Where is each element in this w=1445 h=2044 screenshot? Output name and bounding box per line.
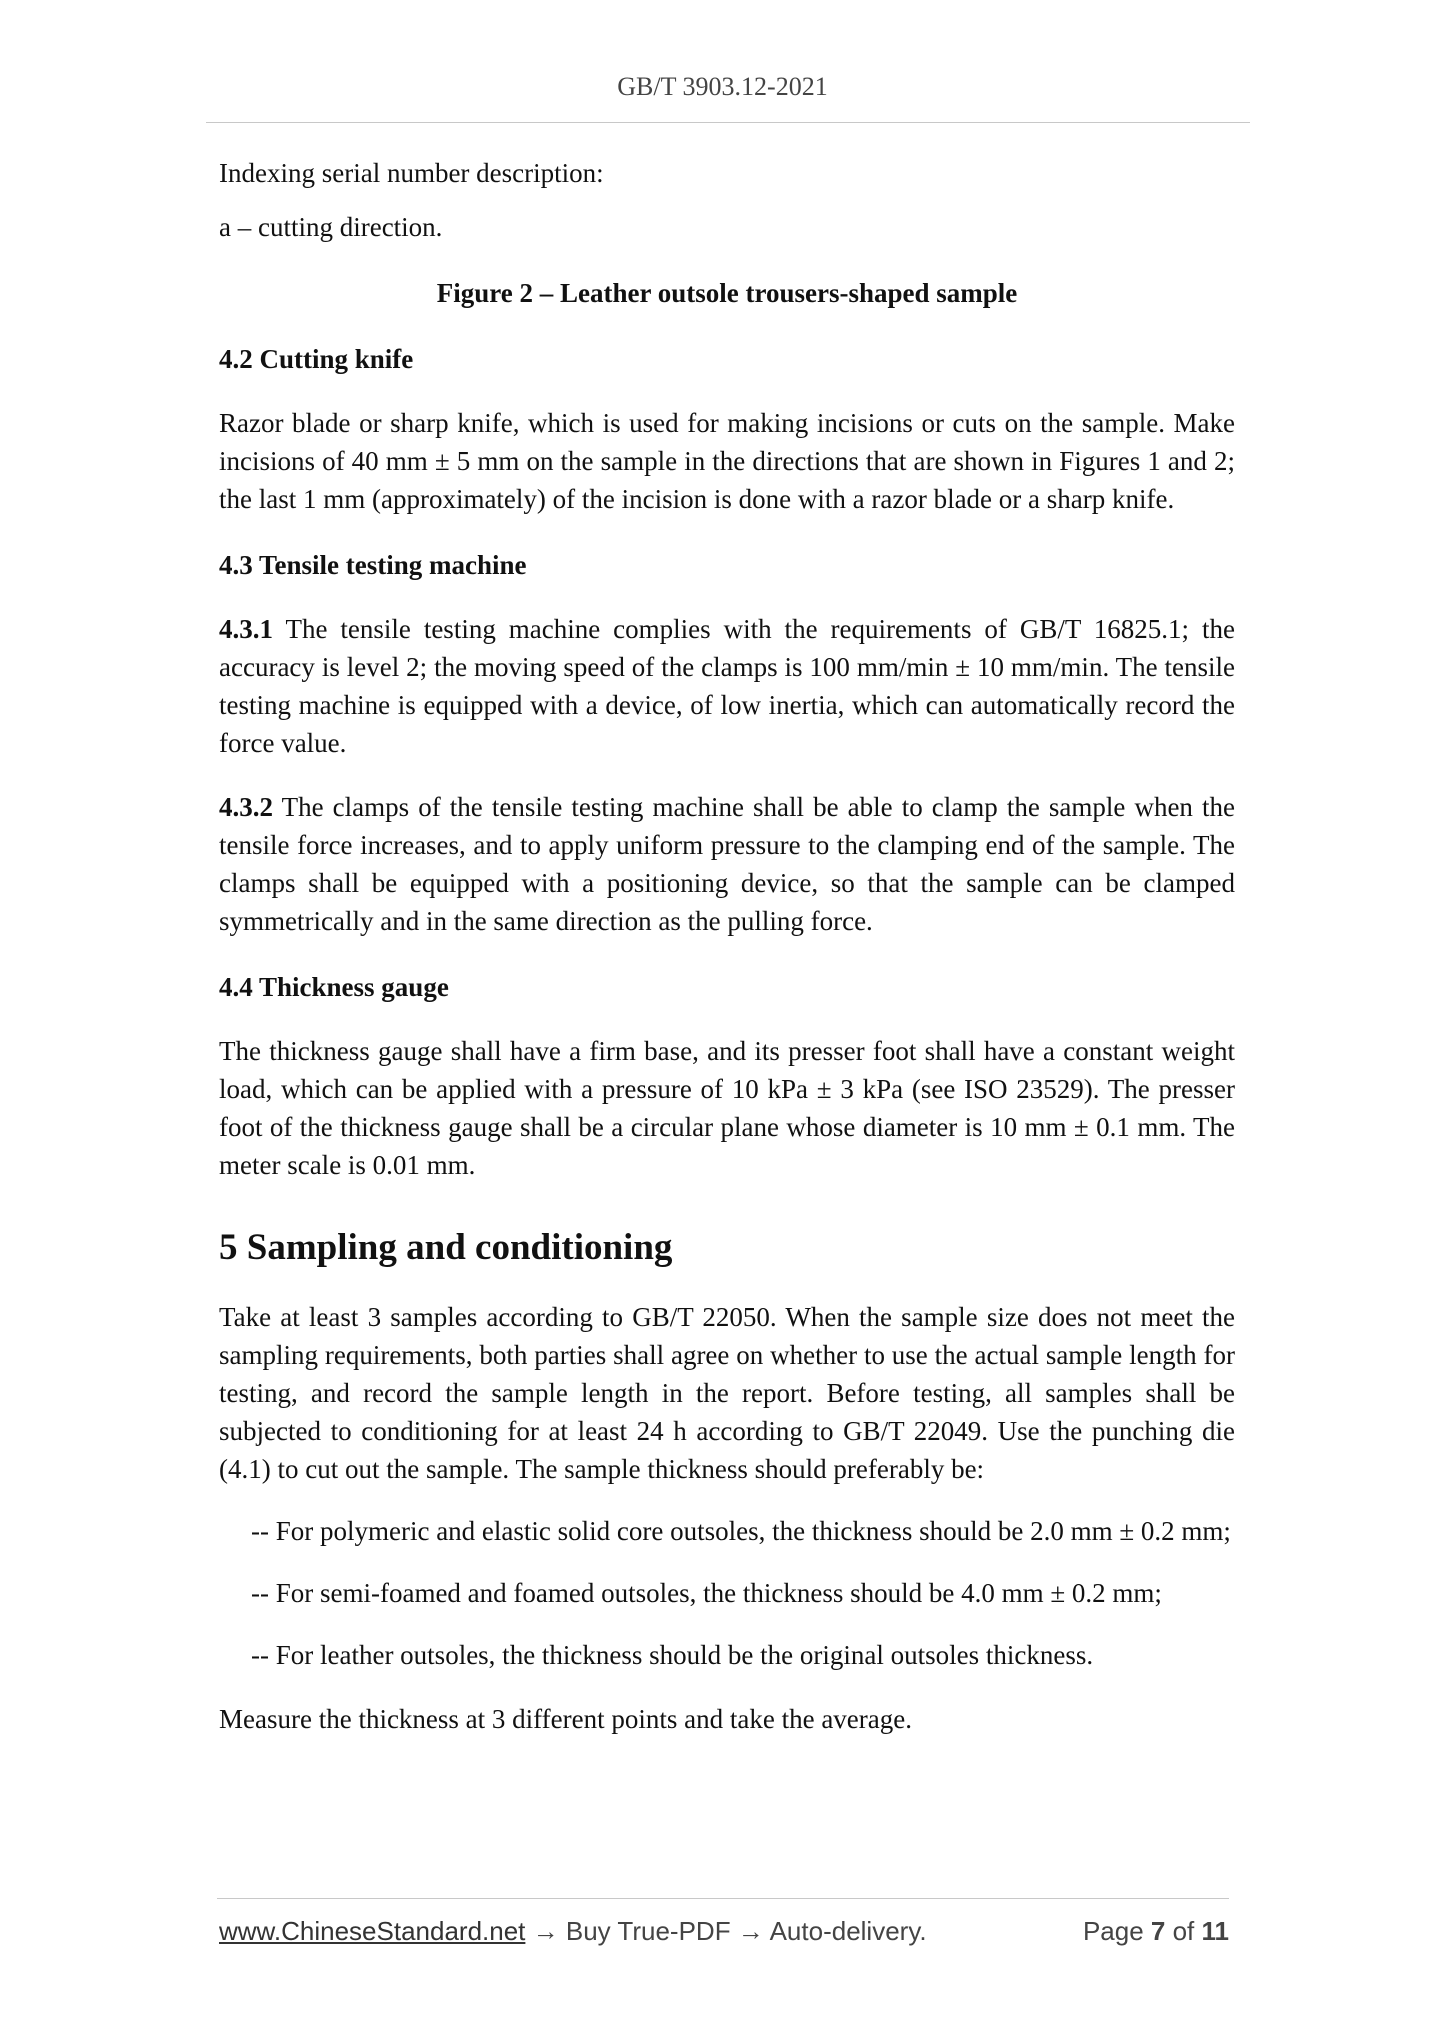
heading-5: 5 Sampling and conditioning xyxy=(219,1227,673,1268)
heading-4-2: 4.2 Cutting knife xyxy=(219,344,414,374)
page-total: 11 xyxy=(1201,1916,1229,1946)
paragraph-5: Take at least 3 samples according to GB/T 22050. When the sample size does not meet the sampling requirements, both parties shall agree on whether to use the actual sample length for testing, and record the sample length in the report. Before testing, all samples shall be subjected to conditioning for at least 24 h according to GB/T 22049. Use the punching die (4.1) to cut out the sample. The sample thickness should preferably be: xyxy=(219,1302,1235,1484)
auto-delivery-text: Auto-delivery. xyxy=(763,1916,927,1946)
header-divider xyxy=(206,122,1250,123)
clause-text-4-3-1: The tensile testing machine complies with the requirements of GB/T 16825.1; the accuracy is level 2; the moving speed of the clamps is 100 mm/min ± 10 mm/min. The tensile testing machine is equipped with a device, of low inertia, which can automatically record the force value. xyxy=(219,614,1235,758)
right-arrow-icon: → xyxy=(532,1916,559,1946)
paragraph-4-4: The thickness gauge shall have a firm base, and its presser foot shall have a constant weight load, which can be applied with a pressure of 10 kPa ± 3 kPa (see ISO 23529). The presser foot of the thickness gauge shall be a circular plane whose diameter is 10 mm ± 0.1 mm. The meter scale is 0.01 mm. xyxy=(219,1036,1235,1180)
paragraph-4-3-1 xyxy=(219,610,1235,762)
page-content xyxy=(219,154,1235,1738)
paragraph-4-3-2 xyxy=(219,788,1235,940)
figure-caption: Figure 2 – Leather outsole trousers-shaped sample xyxy=(436,278,1018,308)
clause-number-4-3-2: 4.3.2 xyxy=(219,792,273,822)
page-footer xyxy=(219,1916,1229,1947)
page-label: Page xyxy=(1082,1916,1151,1946)
legend-item-a: a – cutting direction. xyxy=(219,212,443,242)
heading-4-4: 4.4 Thickness gauge xyxy=(219,972,449,1002)
list-item: -- For leather outsoles, the thickness should be the original outsoles thickness. xyxy=(251,1640,1094,1670)
clause-text-4-3-2: The clamps of the tensile testing machine shall be able to clamp the sample when the tensile force increases, and to apply uniform pressure to the clamping end of the sample. The clamps shall be equipped with a positioning device, so that the sample can be clamped symmetrically and in the same direction as the pulling force. xyxy=(219,792,1235,936)
website-link[interactable]: www.ChineseStandard.net xyxy=(219,1916,526,1946)
legend-title: Indexing serial number description: xyxy=(219,158,604,188)
heading-4-3: 4.3 Tensile testing machine xyxy=(219,550,527,580)
paragraph-closing: Measure the thickness at 3 different points and take the average. xyxy=(219,1704,912,1734)
footer-divider xyxy=(217,1898,1229,1899)
page-header: GB/T 3903.12-2021 xyxy=(617,72,828,101)
list-item: -- For polymeric and elastic solid core outsoles, the thickness should be 2.0 mm ± 0.2 mm; xyxy=(251,1516,1231,1546)
of-label: of xyxy=(1165,1916,1202,1946)
page-indicator xyxy=(1083,1916,1229,1947)
paragraph-4-2: Razor blade or sharp knife, which is used for making incisions or cuts on the sample. Make incisions of 40 mm ± 5 mm on the sample in the directions that are shown in Figures 1 and 2; the last 1 mm (approximately) of the incision is done with a razor blade or a sharp knife. xyxy=(219,408,1235,514)
right-arrow-icon: → xyxy=(737,1916,764,1946)
clause-number-4-3-1: 4.3.1 xyxy=(219,614,273,644)
buy-true-pdf-text: Buy True-PDF xyxy=(558,1916,738,1946)
page-number: 7 xyxy=(1150,1916,1166,1946)
list-item: -- For semi-foamed and foamed outsoles, the thickness should be 4.0 mm ± 0.2 mm; xyxy=(251,1578,1162,1608)
